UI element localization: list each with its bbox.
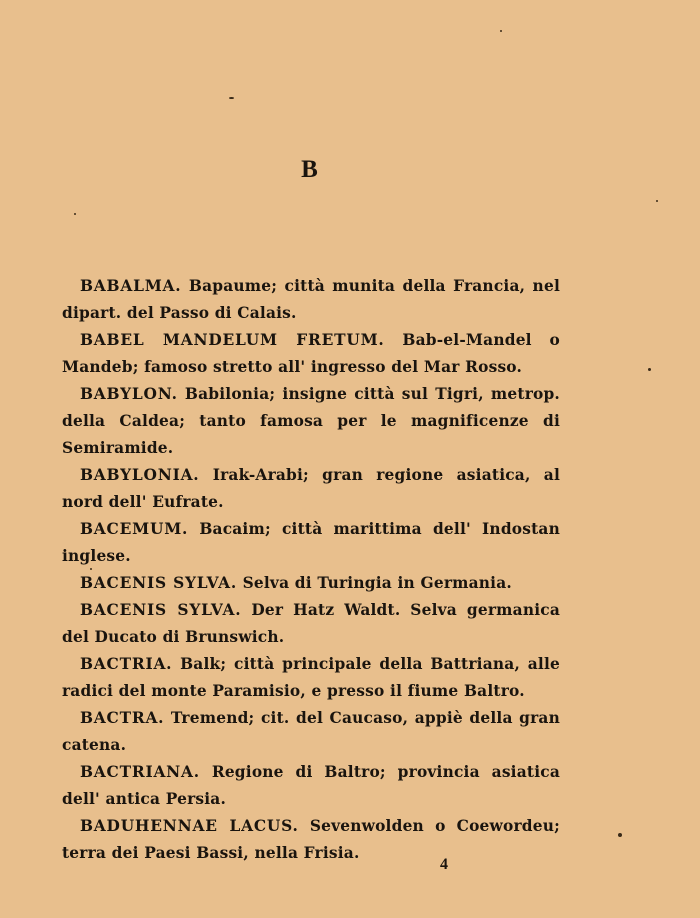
- page-number: 4: [440, 856, 448, 873]
- entry-text: Bacaim; città marittima dell' Indostan inglese.: [62, 520, 560, 565]
- headword: BACENIS SYLVA.: [80, 601, 242, 619]
- headword: BABYLONIA.: [80, 466, 200, 484]
- list-item: [62, 462, 560, 516]
- entry-text: Sevenwolden o Coewordeu; terra dei Paesi Bassi, nella Frisia.: [62, 817, 561, 862]
- print-speck: [648, 368, 651, 371]
- headword: BACTRIANA.: [80, 763, 200, 781]
- list-item: [62, 327, 560, 381]
- entry-text: Babilonia; insigne città sul Tigri, metrop. della Caldea; tanto famosa per le magnificenze di Semiramide.: [62, 385, 560, 457]
- entry-text: Irak-Arabi; gran regione asiatica, al nord dell' Eufrate.: [62, 466, 560, 511]
- headword: BACEMUM.: [80, 520, 189, 538]
- entry-text: Regione di Baltro; provincia asiatica dell' antica Persia.: [62, 763, 560, 808]
- entry-list: [62, 273, 560, 867]
- entry-text: Bab-el-Mandel o Mandeb; famoso stretto all' ingresso del Mar Rosso.: [62, 331, 560, 376]
- list-item: [62, 813, 560, 867]
- entry-text: Bapaume; città munita della Francia, nel dipart. del Passo di Calais.: [62, 277, 560, 322]
- section-letter: B: [301, 156, 319, 183]
- print-speck: [229, 97, 234, 99]
- print-speck: [90, 568, 92, 570]
- headword: BABYLON.: [80, 385, 178, 403]
- list-item: [62, 759, 560, 813]
- entry-text: Tremend; cit. del Caucaso, appiè della gran catena.: [62, 709, 560, 754]
- list-item: [62, 705, 560, 759]
- entry-text: Selva di Turingia in Germania.: [242, 574, 512, 592]
- print-speck: [500, 30, 502, 32]
- list-item: [62, 273, 560, 327]
- headword: BACTRIA.: [80, 655, 173, 673]
- headword: BADUHENNAE LACUS.: [80, 817, 299, 835]
- headword: BABEL MANDELUM FRETUM.: [80, 331, 385, 349]
- print-speck: [74, 213, 76, 215]
- list-item: [62, 516, 560, 570]
- list-item: [62, 570, 560, 597]
- list-item: [62, 381, 560, 462]
- list-item: [62, 651, 560, 705]
- entry-text: Der Hatz Waldt. Selva germanica del Ducato di Brunswich.: [62, 601, 561, 646]
- list-item: [62, 597, 560, 651]
- headword: BABALMA.: [80, 277, 182, 295]
- print-speck: [656, 200, 658, 202]
- headword: BACTRA.: [80, 709, 165, 727]
- entry-text: Balk; città principale della Battriana, alle radici del monte Paramisio, e presso il fiume Baltro.: [62, 655, 560, 700]
- print-speck: [618, 833, 622, 837]
- headword: BACENIS SYLVA.: [80, 574, 238, 592]
